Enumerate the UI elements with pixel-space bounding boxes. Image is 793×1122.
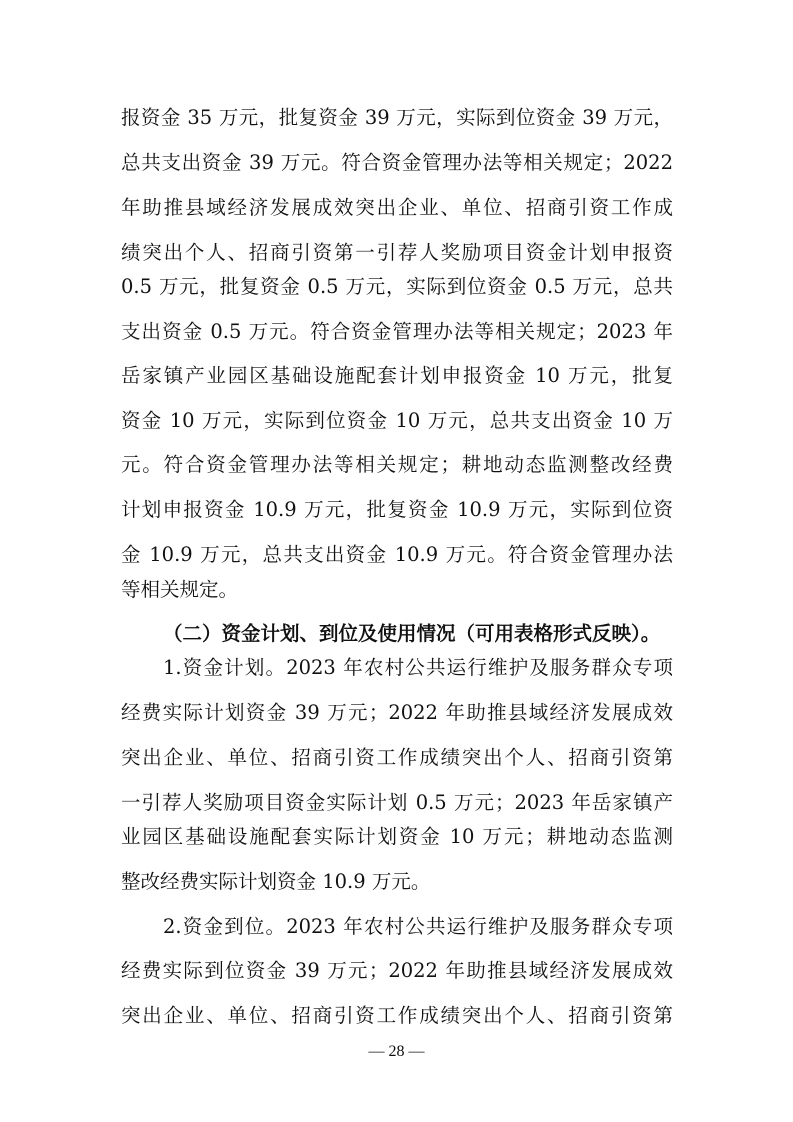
body-line: 支出资金 0.5 万元。符合资金管理办法等相关规定；2023 年 xyxy=(121,320,673,343)
body-line: 计划申报资金 10.9 万元，批复资金 10.9 万元，实际到位资 xyxy=(121,498,673,521)
arrival-line: 经费实际到位资金 39 万元；2022 年助推县域经济发展成效 xyxy=(121,959,673,982)
section-heading: （二）资金计划、到位及使用情况（可用表格形式反映）。 xyxy=(163,622,661,645)
body-line: 0.5 万元，批复资金 0.5 万元，实际到位资金 0.5 万元，总共 xyxy=(121,275,673,298)
body-line: 元。符合资金管理办法等相关规定；耕地动态监测整改经费 xyxy=(121,453,673,476)
arrival-line: 突出企业、单位、招商引资工作成绩突出个人、招商引资第 xyxy=(121,1004,673,1027)
body-line: 等相关规定。 xyxy=(121,578,239,601)
arrival-line: 2.资金到位。2023 年农村公共运行维护及服务群众专项 xyxy=(163,915,673,938)
body-line: 报资金 35 万元，批复资金 39 万元，实际到位资金 39 万元， xyxy=(121,106,673,129)
plan-line: 1.资金计划。2023 年农村公共运行维护及服务群众专项 xyxy=(163,656,673,679)
body-line: 总共支出资金 39 万元。符合资金管理办法等相关规定；2022 xyxy=(121,151,673,174)
body-line: 绩突出个人、招商引资第一引荐人奖励项目资金计划申报资 xyxy=(121,241,673,264)
body-line: 资金 10 万元，实际到位资金 10 万元，总共支出资金 10 万 xyxy=(121,409,673,432)
plan-line: 一引荐人奖励项目资金实际计划 0.5 万元；2023 年岳家镇产 xyxy=(121,791,673,814)
body-line: 年助推县域经济发展成效突出企业、单位、招商引资工作成 xyxy=(121,196,673,219)
plan-line: 整改经费实际计划资金 10.9 万元。 xyxy=(121,870,431,893)
plan-line: 经费实际计划资金 39 万元；2022 年助推县域经济发展成效 xyxy=(121,701,673,724)
body-line: 金 10.9 万元，总共支出资金 10.9 万元。符合资金管理办法 xyxy=(121,543,673,566)
plan-line: 突出企业、单位、招商引资工作成绩突出个人、招商引资第 xyxy=(121,746,673,769)
plan-line: 业园区基础设施配套实际计划资金 10 万元；耕地动态监测 xyxy=(121,825,673,848)
body-line: 岳家镇产业园区基础设施配套计划申报资金 10 万元，批复 xyxy=(121,364,673,387)
page-number: — 28 — xyxy=(368,1043,425,1060)
